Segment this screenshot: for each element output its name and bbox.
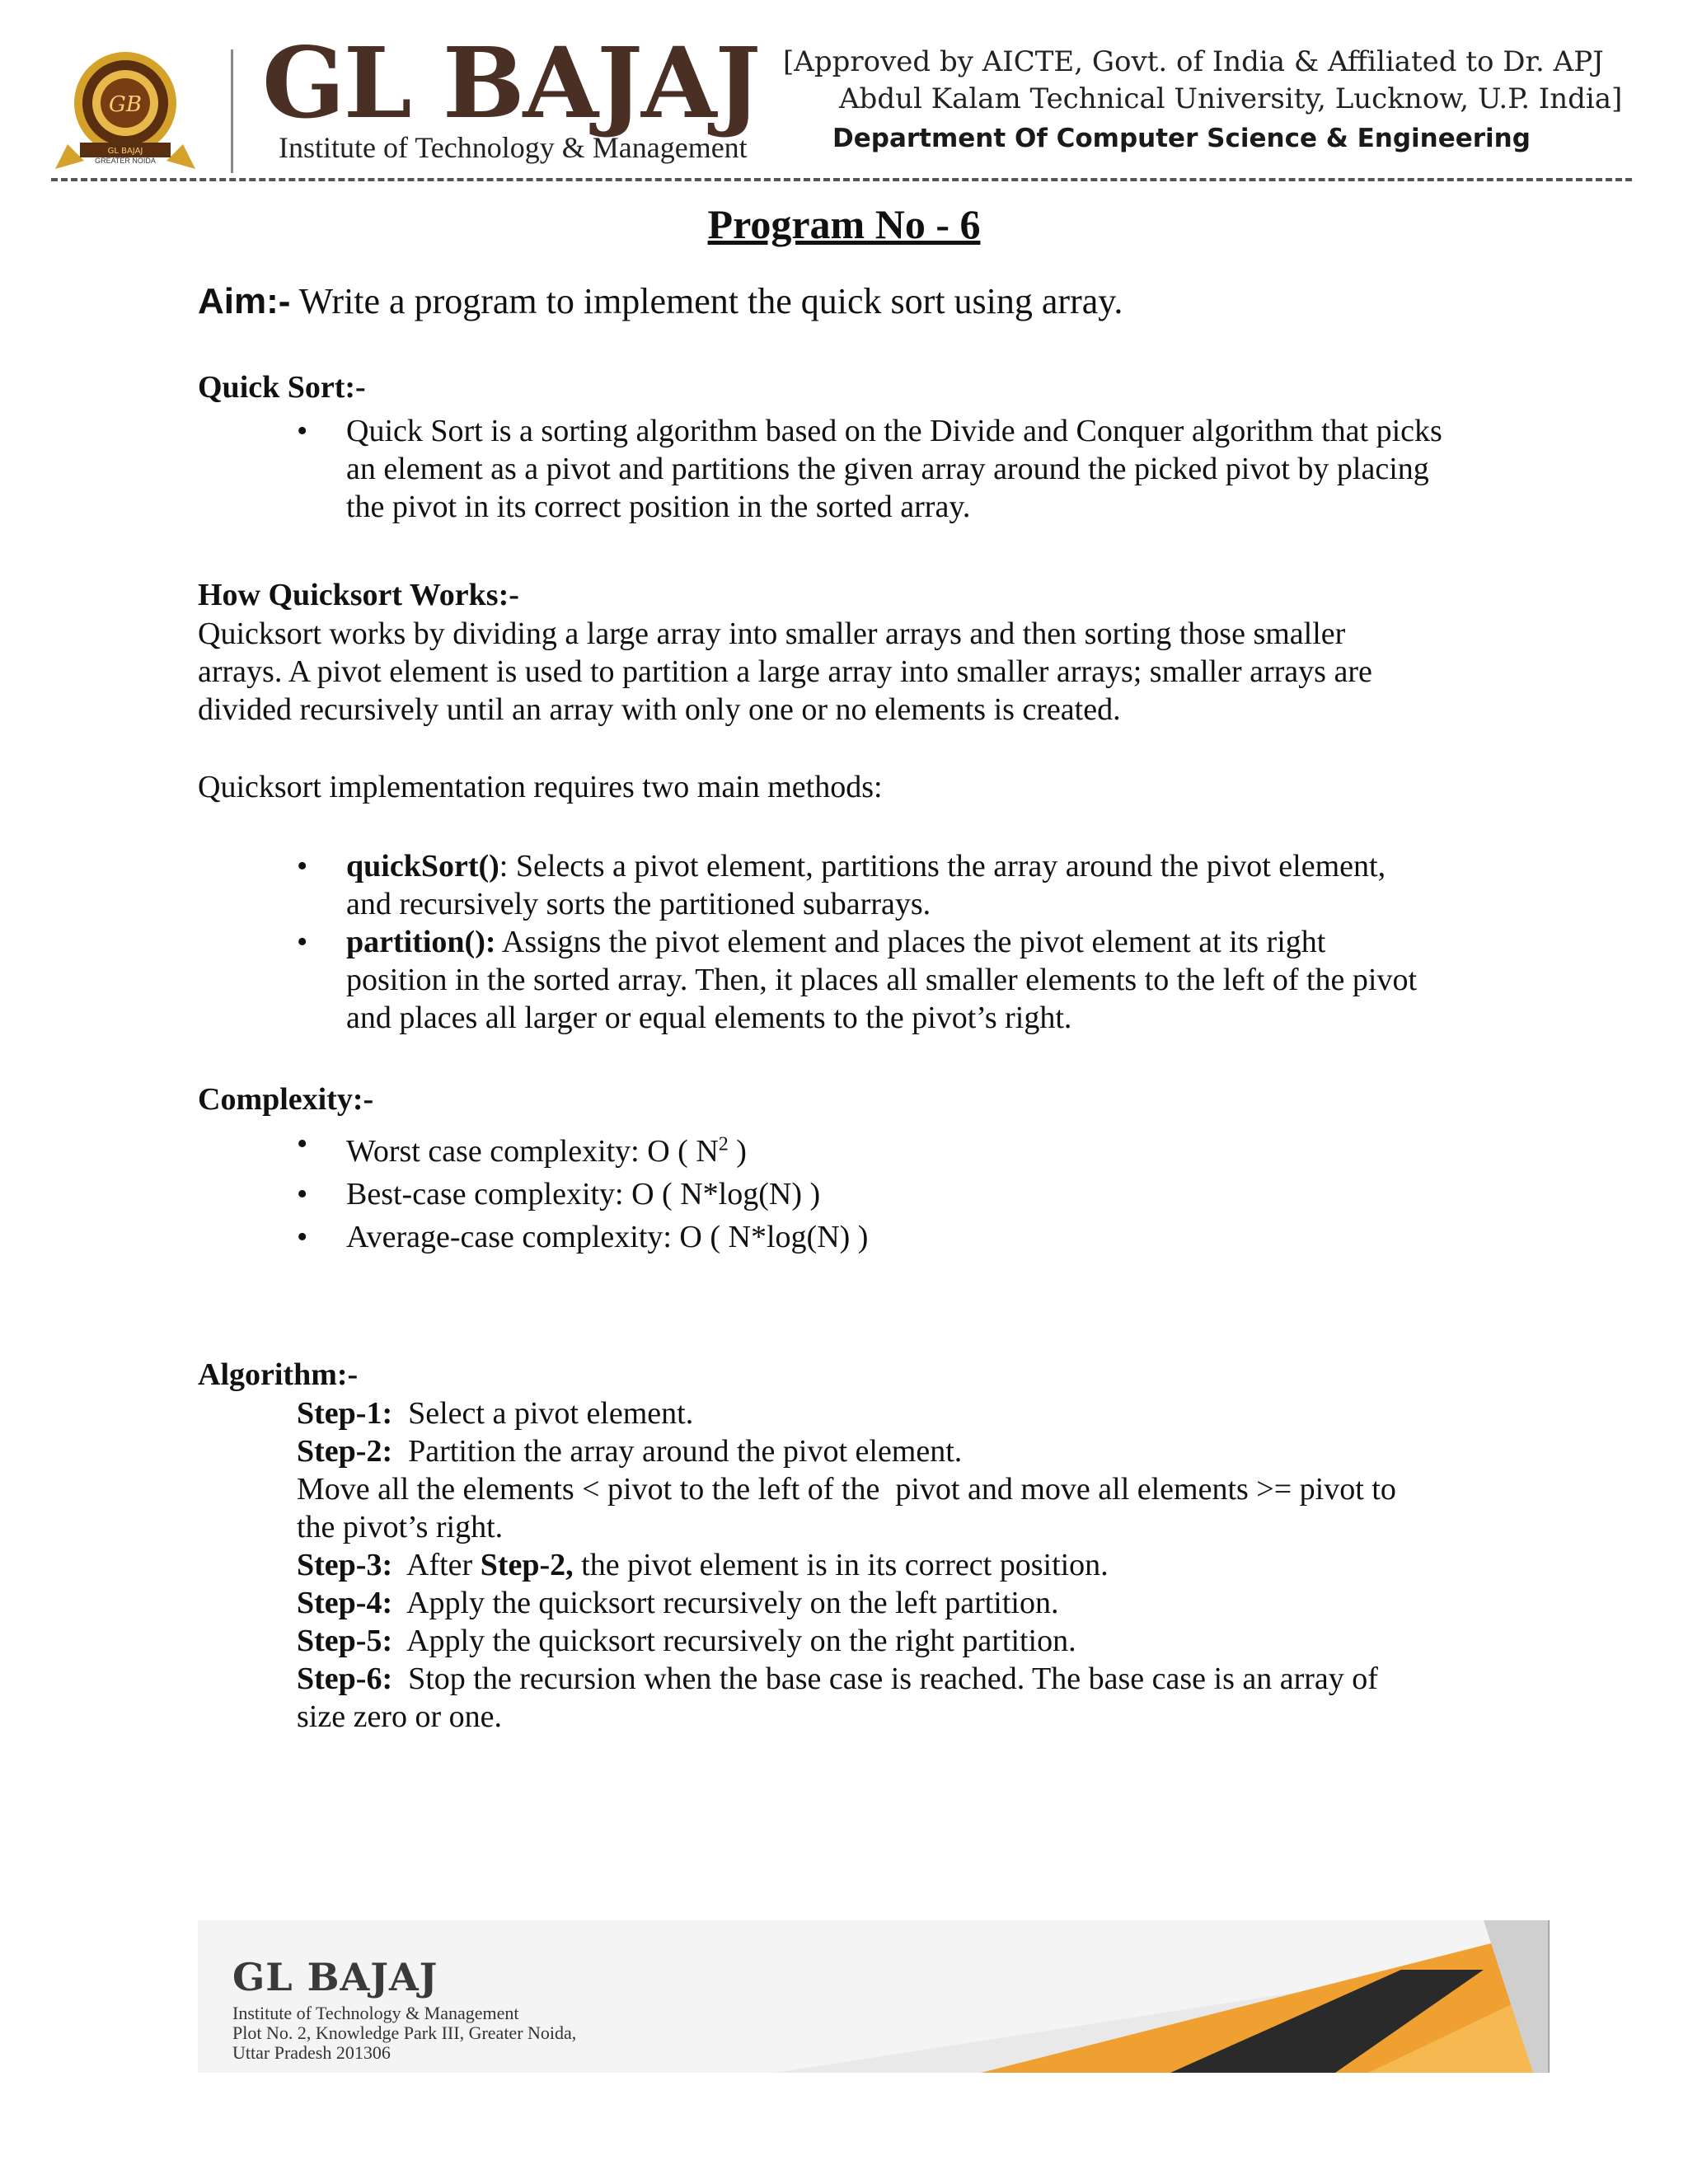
quick-sort-line-1: Quick Sort is a sorting algorithm based on the Divide and Conquer algorithm that picks xyxy=(346,414,1442,448)
step-reference: Step-2, xyxy=(480,1548,574,1582)
list-item-continuation xyxy=(297,885,1417,923)
bullet-icon: • xyxy=(297,414,308,448)
method-desc: and places all larger or equal elements to the pivot’s right. xyxy=(346,1001,1072,1035)
method-desc: position in the sorted array. Then, it places all smaller elements to the left of the pivot xyxy=(346,963,1418,997)
step-label: Step-4: xyxy=(297,1586,393,1620)
step-text: the pivot element is in its correct position. xyxy=(573,1548,1109,1582)
footer-banner xyxy=(198,1920,1550,2073)
method-desc: and recursively sorts the partitioned subarrays. xyxy=(346,887,931,921)
list-item-continuation xyxy=(297,999,1417,1037)
list-item-continuation xyxy=(297,961,1417,999)
worst-case-text: Worst case complexity: O ( N xyxy=(346,1133,719,1169)
how-it-works-paragraph xyxy=(198,615,1372,729)
step-2-continuation: the pivot’s right. xyxy=(297,1510,504,1544)
footer-brand-name: GL BAJAJ xyxy=(232,1955,438,1999)
average-case-complexity: Average-case complexity: O ( N*log(N) ) xyxy=(346,1219,869,1254)
list-item xyxy=(297,847,1417,885)
step-label: Step-3: xyxy=(297,1548,393,1582)
step-text: After xyxy=(392,1548,481,1582)
svg-text:GB: GB xyxy=(109,92,142,117)
step-1 xyxy=(297,1394,1396,1432)
quick-sort-line-2: an element as a pivot and partitions the given array around the picked pivot by placing xyxy=(346,452,1429,486)
step-label: Step-6: xyxy=(297,1661,393,1696)
bullet-icon: • xyxy=(297,925,308,959)
list-item xyxy=(297,412,1442,450)
step-5 xyxy=(297,1622,1396,1660)
step-text: Partition the array around the pivot element. xyxy=(392,1434,963,1469)
list-item-continuation xyxy=(297,450,1442,488)
methods-list xyxy=(297,847,1417,1037)
paragraph-line: arrays. A pivot element is used to partition a large array into smaller arrays; smaller arrays are xyxy=(198,654,1372,689)
step-label: Step-2: xyxy=(297,1434,393,1469)
footer-line-1: Institute of Technology & Management xyxy=(232,2003,519,2023)
step-text: Apply the quicksort recursively on the left partition. xyxy=(392,1586,1059,1620)
department-name: Department Of Computer Science & Engineering xyxy=(832,124,1531,153)
complexity-heading: Complexity:- xyxy=(198,1082,374,1117)
algorithm-heading: Algorithm:- xyxy=(198,1357,359,1392)
step-2-continuation: Move all the elements < pivot to the left of the pivot and move all elements >= pivot to xyxy=(297,1472,1396,1507)
header-dashed-rule xyxy=(51,178,1632,181)
header-divider xyxy=(231,49,233,173)
letterhead xyxy=(0,0,1688,190)
aim xyxy=(198,280,1123,322)
step-6 xyxy=(297,1660,1396,1698)
best-case-complexity: Best-case complexity: O ( N*log(N) ) xyxy=(346,1176,821,1212)
step-4 xyxy=(297,1584,1396,1622)
quick-sort-line-3: the pivot in its correct position in the sorted array. xyxy=(346,490,971,524)
aim-text: Write a program to implement the quick sort using array. xyxy=(290,281,1123,321)
step-label: Step-1: xyxy=(297,1396,393,1431)
bullet-icon: • xyxy=(297,1176,308,1212)
svg-text:GL BAJAJ: GL BAJAJ xyxy=(107,147,143,156)
step-6-continuation: size zero or one. xyxy=(297,1699,502,1734)
list-item xyxy=(297,1173,868,1216)
complexity-list xyxy=(297,1122,868,1258)
quick-sort-bullets xyxy=(297,412,1442,526)
algorithm-steps xyxy=(297,1394,1396,1736)
how-it-works-heading: How Quicksort Works:- xyxy=(198,578,519,612)
bullet-icon: • xyxy=(297,849,308,883)
footer-line-3: Uttar Pradesh 201306 xyxy=(232,2042,391,2063)
page-title: Program No - 6 xyxy=(707,201,981,247)
worst-case-complexity xyxy=(346,1134,747,1169)
method-desc: Assigns the pivot element and places the pivot element at its right xyxy=(495,925,1326,959)
approval-line-1: [Approved by AICTE, Govt. of India & Affiliated to Dr. APJ xyxy=(783,45,1604,78)
methods-intro: Quicksort implementation requires two main methods: xyxy=(198,770,883,804)
step-text: Stop the recursion when the base case is reached. The base case is an array of xyxy=(392,1661,1378,1696)
method-name-quicksort: quickSort() xyxy=(346,849,499,883)
brand-name: GL BAJAJ xyxy=(262,26,760,140)
seal-caption: GREATER NOIDA xyxy=(95,157,156,165)
paragraph-line: divided recursively until an array with only one or no elements is created. xyxy=(198,692,1121,727)
bullet-icon: • xyxy=(297,1219,308,1254)
bullet-icon: • xyxy=(297,1127,308,1161)
approval-line-2: Abdul Kalam Technical University, Lucknow, U.P. India] xyxy=(839,82,1623,115)
step-text: Select a pivot element. xyxy=(392,1396,694,1431)
step-label: Step-5: xyxy=(297,1624,393,1658)
footer-line-2: Plot No. 2, Knowledge Park III, Greater Noida, xyxy=(232,2022,577,2043)
worst-case-close: ) xyxy=(728,1133,747,1169)
step-3 xyxy=(297,1546,1396,1584)
method-name-partition: partition(): xyxy=(346,925,496,959)
brand-subtitle: Institute of Technology & Management xyxy=(279,131,748,164)
quick-sort-heading: Quick Sort:- xyxy=(198,370,366,405)
step-2 xyxy=(297,1432,1396,1470)
step-text: Apply the quicksort recursively on the right partition. xyxy=(392,1624,1076,1658)
list-item-continuation xyxy=(297,488,1442,526)
aim-label: Aim:- xyxy=(198,281,291,321)
method-desc: : Selects a pivot element, partitions the array around the pivot element, xyxy=(499,849,1386,883)
list-item xyxy=(297,1216,868,1258)
list-item xyxy=(297,1122,868,1173)
list-item xyxy=(297,923,1417,961)
worst-case-exponent: 2 xyxy=(718,1133,729,1155)
paragraph-line: Quicksort works by dividing a large array into smaller arrays and then sorting those smaller xyxy=(198,616,1346,651)
